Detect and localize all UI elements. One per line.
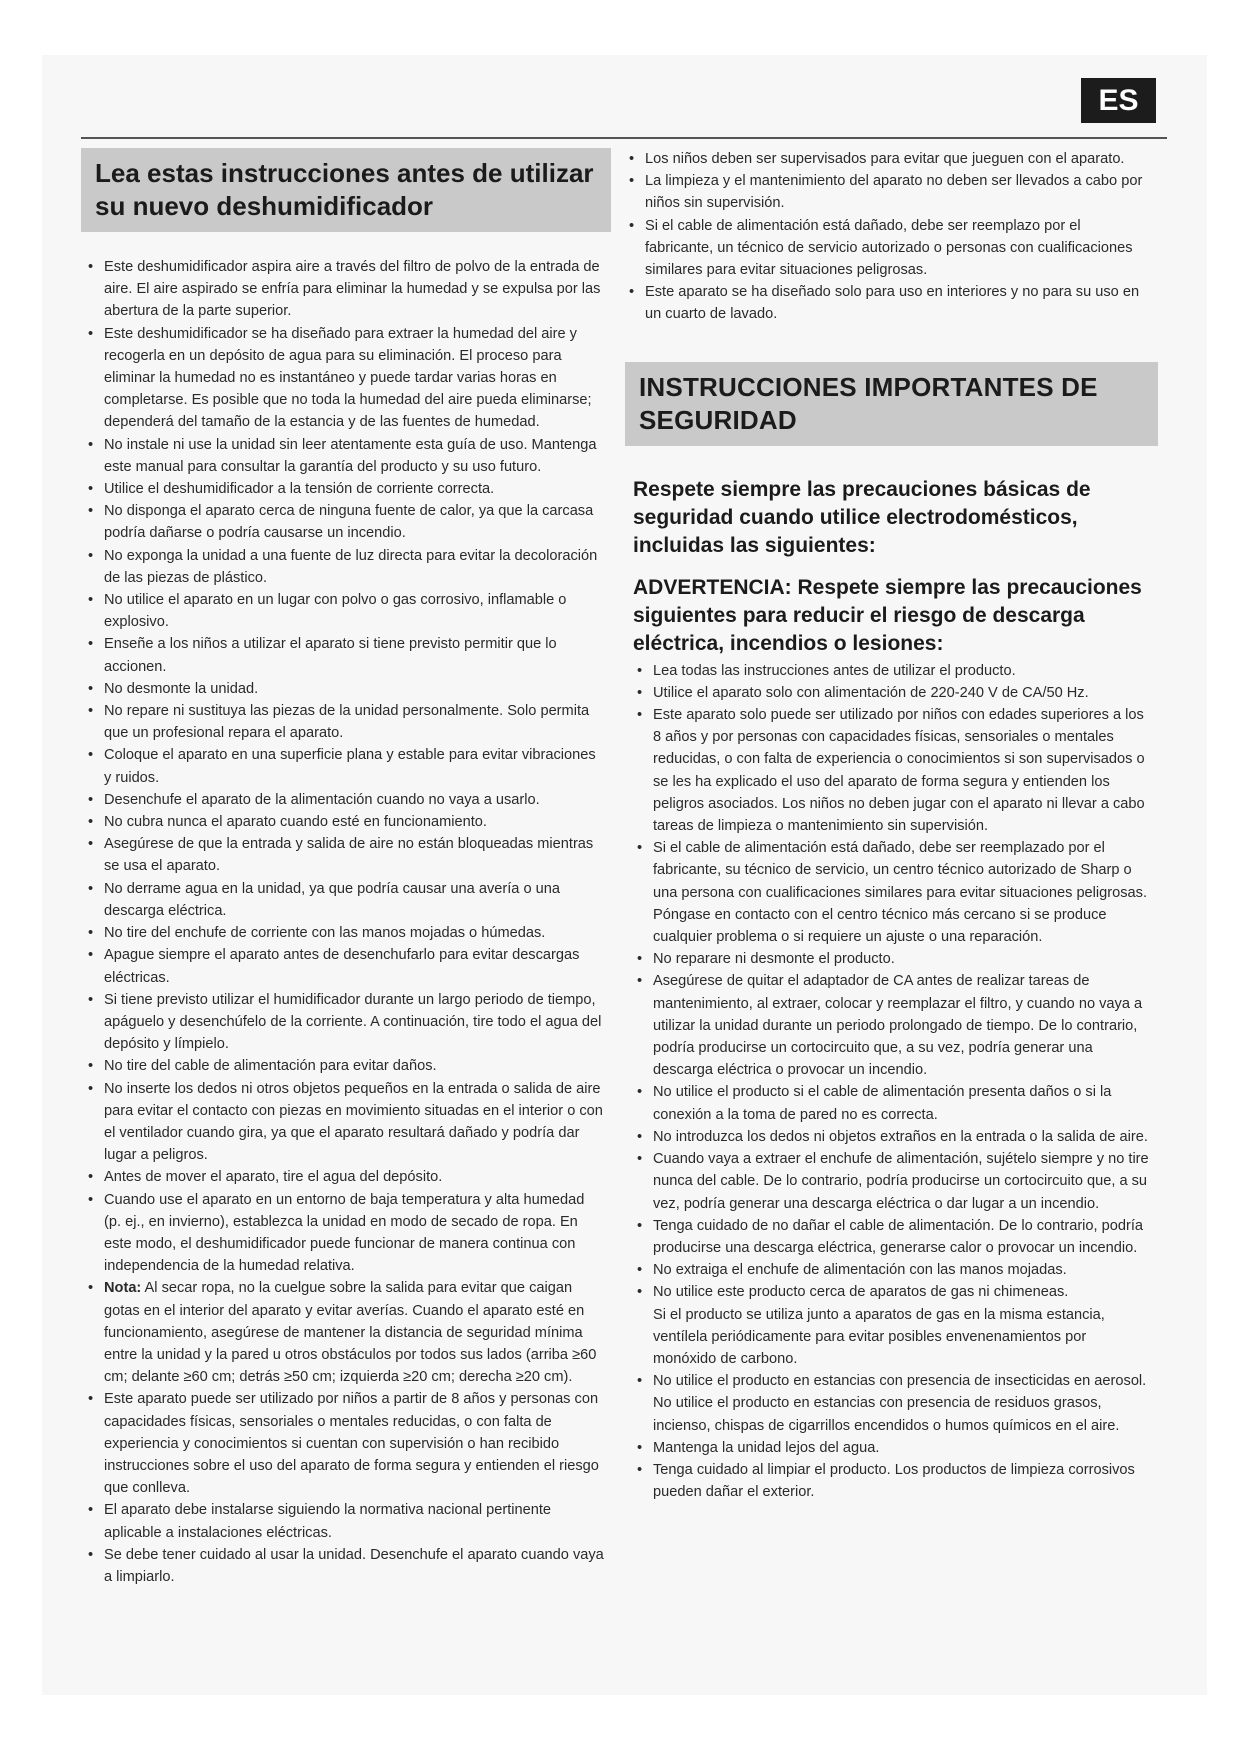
list-item: • La limpieza y el mantenimiento del aparato no deben ser llevados a cabo por niños sin supervisión. bbox=[625, 170, 1158, 214]
list-item: • No tire del cable de alimentación para evitar daños. bbox=[84, 1055, 611, 1077]
list-item: • No disponga el aparato cerca de ninguna fuente de calor, ya que la carcasa podría dañarse o podría causarse un incendio. bbox=[84, 500, 611, 544]
safety-bullet-list bbox=[625, 660, 1158, 1504]
gas-item-text: No utilice este producto cerca de aparatos de gas ni chimeneas. bbox=[653, 1284, 1069, 1301]
list-item: • No tire del enchufe de corriente con las manos mojadas o húmedas. bbox=[84, 922, 611, 944]
list-item: • No extraiga el enchufe de alimentación con las manos mojadas. bbox=[633, 1259, 1158, 1281]
left-bullet-list bbox=[81, 256, 611, 1588]
list-item: • Asegúrese de quitar el adaptador de CA antes de realizar tareas de mantenimiento, al extraer, colocar y reemplazar el filtro, y cuando no vaya a utilizar la unidad durante un periodo prolongado de tiempo. De lo contrario, podría producirse un cortocircuito que, a su vez, podría generar una descarga eléctrica o provocar un incendio. bbox=[633, 970, 1158, 1081]
list-item: • No inserte los dedos ni otros objetos pequeños en la entrada o salida de aire para evitar el contacto con piezas en movimiento situadas en el interior o con el ventilador cuando gira, ya que el aparato resultará dañado y podría dar lugar a peligros. bbox=[84, 1078, 611, 1167]
list-item: • Mantenga la unidad lejos del agua. bbox=[633, 1437, 1158, 1459]
list-item: • Lea todas las instrucciones antes de utilizar el producto. bbox=[633, 660, 1158, 682]
section-heading-read-instructions: Lea estas instrucciones antes de utilizar su nuevo deshumidificador bbox=[81, 148, 611, 232]
list-item: • Desenchufe el aparato de la alimentación cuando no vaya a usarlo. bbox=[84, 789, 611, 811]
note-item bbox=[84, 1277, 611, 1388]
list-item: • Si el cable de alimentación está dañado, debe ser reemplazado por el fabricante, su técnico de servicio, un centro técnico autorizado de Sharp o una persona con cualificaciones similares para evitar situaciones peligrosas. Póngase en contacto con el centro técnico más cercano si se produce cualquier problema o si requiere un ajuste o una reparación. bbox=[633, 837, 1158, 948]
list-item: • Se debe tener cuidado al usar la unidad. Desenchufe el aparato cuando vaya a limpiarlo. bbox=[84, 1544, 611, 1588]
list-item-gas bbox=[633, 1281, 1158, 1370]
list-item: • Enseñe a los niños a utilizar el aparato si tiene previsto permitir que lo accionen. bbox=[84, 633, 611, 677]
lead-paragraph: Respete siempre las precauciones básicas de seguridad cuando utilice electrodomésticos, incluidas las siguientes: bbox=[633, 477, 1091, 557]
list-item: • Tenga cuidado al limpiar el producto. Los productos de limpieza corrosivos pueden dañar el exterior. bbox=[633, 1459, 1158, 1503]
list-item-insecticide bbox=[633, 1370, 1158, 1437]
list-item: • No utilice el producto si el cable de alimentación presenta daños o si la conexión a la toma de pared no es correcta. bbox=[633, 1081, 1158, 1125]
list-item: • Cuando vaya a extraer el enchufe de alimentación, sujételo siempre y no tire nunca del cable. De lo contrario, podría producirse un cortocircuito que, a su vez, podría generar una descarga eléctrica o dar lugar a un incendio. bbox=[633, 1148, 1158, 1215]
list-item: • Este aparato solo puede ser utilizado por niños con edades superiores a los 8 años y por personas con capacidades físicas, sensoriales o mentales reducidas, o con falta de experiencia o conocimientos si son supervisados o se les ha explicado el uso del aparato de forma segura y entienden los peligros asociados. Los niños no deben jugar con el aparato ni llevar a cabo tareas de limpieza o mantenimiento sin supervisión. bbox=[633, 704, 1158, 837]
insect-item-subtext: No utilice el producto en estancias con presencia de residuos grasos, incienso, chispas de cigarrillos encendidos o humos químicos en el aire. bbox=[653, 1395, 1120, 1434]
list-item: • Tenga cuidado de no dañar el cable de alimentación. De lo contrario, podría producirse una descarga eléctrica, generarse calor o provocar un incendio. bbox=[633, 1215, 1158, 1259]
list-item: • Antes de mover el aparato, tire el agua del depósito. bbox=[84, 1166, 611, 1188]
list-item: • No utilice el aparato en un lugar con polvo o gas corrosivo, inflamable o explosivo. bbox=[84, 589, 611, 633]
list-item: • Si tiene previsto utilizar el humidificador durante un largo periodo de tiempo, apáguelo y desenchúfelo de la corriente. A continuación, tire todo el agua del depósito y límpielo. bbox=[84, 989, 611, 1056]
list-item: • No derrame agua en la unidad, ya que podría causar una avería o una descarga eléctrica. bbox=[84, 878, 611, 922]
list-item: • Este aparato puede ser utilizado por niños a partir de 8 años y personas con capacidades físicas, sensoriales o mentales reducidas, o con falta de experiencia y conocimientos si cuentan con supervisión o han recibido instrucciones sobre el uso del aparato de forma segura y entienden el riesgo que conlleva. bbox=[84, 1388, 611, 1499]
list-item: • No desmonte la unidad. bbox=[84, 678, 611, 700]
note-label: Nota: bbox=[104, 1280, 142, 1297]
list-item: • Coloque el aparato en una superficie plana y estable para evitar vibraciones y ruidos. bbox=[84, 744, 611, 788]
gas-item-subtext: Si el producto se utiliza junto a aparatos de gas en la misma estancia, ventílela periódicamente para evitar posibles envenenamientos por monóxido de carbono. bbox=[653, 1306, 1105, 1367]
right-top-bullet-list bbox=[625, 148, 1158, 326]
note-text: Al secar ropa, no la cuelgue sobre la salida para evitar que caigan gotas en el interior del aparato y evitar averías. Cuando el aparato esté en funcionamiento, asegúrese de mantener la distancia de seguridad mínima entre la unidad y la pared u otros obstáculos por todos sus lados (arriba ≥60 cm; delante ≥60 cm; detrás ≥50 cm; izquierda ≥20 cm; derecha ≥20 cm). bbox=[104, 1280, 597, 1386]
right-column bbox=[625, 148, 1158, 1503]
list-item: • No cubra nunca el aparato cuando esté en funcionamiento. bbox=[84, 811, 611, 833]
list-item: • Si el cable de alimentación está dañado, debe ser reemplazo por el fabricante, un técnico de servicio autorizado o personas con cualificaciones similares para evitar situaciones peligrosas. bbox=[625, 215, 1158, 282]
list-item: • No exponga la unidad a una fuente de luz directa para evitar la decoloración de las piezas de plástico. bbox=[84, 545, 611, 589]
list-item: • El aparato debe instalarse siguiendo la normativa nacional pertinente aplicable a instalaciones eléctricas. bbox=[84, 1499, 611, 1543]
header-rule bbox=[81, 137, 1167, 139]
list-item: • Los niños deben ser supervisados para evitar que jueguen con el aparato. bbox=[625, 148, 1158, 170]
list-item: • No reparare ni desmonte el producto. bbox=[633, 948, 1158, 970]
list-item: • No instale ni use la unidad sin leer atentamente esta guía de uso. Mantenga este manual para consultar la garantía del producto y su uso futuro. bbox=[84, 434, 611, 478]
list-item: • Utilice el aparato solo con alimentación de 220-240 V de CA/50 Hz. bbox=[633, 682, 1158, 704]
left-column bbox=[81, 148, 611, 1588]
list-item: • Este deshumidificador se ha diseñado para extraer la humedad del aire y recogerla en un depósito de agua para su eliminación. El proceso para eliminar la humedad no es instantáneo y puede tardar varias horas en completarse. Es posible que no toda la humedad del aire pueda eliminarse; dependerá del tamaño de la estancia y de las fuentes de humedad. bbox=[84, 323, 611, 434]
list-item: • Cuando use el aparato en un entorno de baja temperatura y alta humedad (p. ej., en invierno), establezca la unidad en modo de secado de ropa. En este modo, el deshumidificador puede funcionar de manera continua con independencia de la humedad relativa. bbox=[84, 1189, 611, 1278]
section-heading-safety: INSTRUCCIONES IMPORTANTES DE SEGURIDAD bbox=[625, 362, 1158, 446]
list-item: • Utilice el deshumidificador a la tensión de corriente correcta. bbox=[84, 478, 611, 500]
list-item: • Este aparato se ha diseñado solo para uso en interiores y no para su uso en un cuarto de lavado. bbox=[625, 281, 1158, 325]
language-badge: ES bbox=[1081, 78, 1156, 123]
list-item: • Asegúrese de que la entrada y salida de aire no están bloqueadas mientras se usa el aparato. bbox=[84, 833, 611, 877]
warning-paragraph: ADVERTENCIA: Respete siempre las precauciones siguientes para reducir el riesgo de descarga eléctrica, incendios o lesiones: bbox=[633, 575, 1142, 655]
list-item: • No introduzca los dedos ni objetos extraños en la entrada o la salida de aire. bbox=[633, 1126, 1158, 1148]
list-item: • Este deshumidificador aspira aire a través del filtro de polvo de la entrada de aire. El aire aspirado se enfría para eliminar la humedad y se expulsa por las abertura de la parte superior. bbox=[84, 256, 611, 323]
list-item: • No repare ni sustituya las piezas de la unidad personalmente. Solo permita que un profesional repara el aparato. bbox=[84, 700, 611, 744]
list-item: • Apague siempre el aparato antes de desenchufarlo para evitar descargas eléctricas. bbox=[84, 944, 611, 988]
insect-item-text: No utilice el producto en estancias con presencia de insecticidas en aerosol. bbox=[653, 1373, 1147, 1390]
